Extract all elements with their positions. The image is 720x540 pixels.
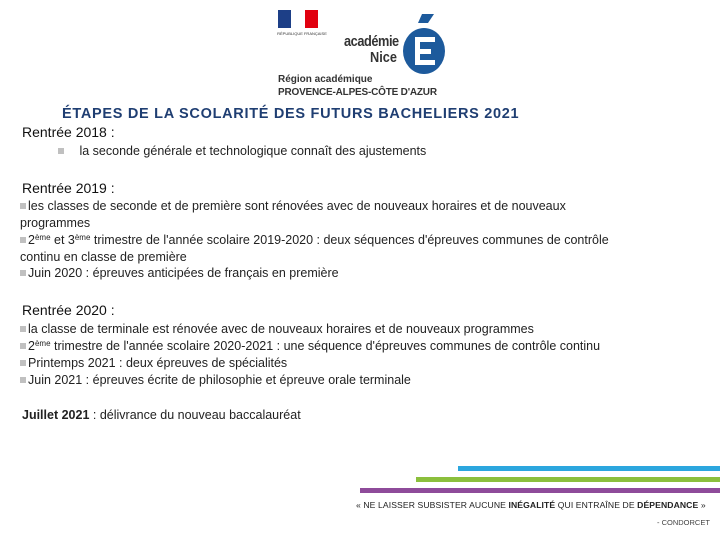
motto-emphasis: INÉGALITÉ	[508, 500, 556, 510]
motto-part: »	[698, 500, 706, 510]
footer-motto	[356, 500, 706, 510]
item-text: les classes de seconde et de première sont rénovées avec de nouveaux horaires et de nouveaux	[28, 199, 566, 213]
item-text: la seconde générale et technologique connaît des ajustements	[79, 144, 427, 158]
item-num: 2	[28, 233, 35, 247]
motto-part: « NE LAISSER SUBSISTER AUCUNE	[356, 500, 509, 510]
bullet-icon	[20, 237, 26, 243]
item-sup: ème	[34, 233, 51, 242]
motto-part: QUI ENTRAÎNE DE	[555, 500, 638, 510]
item-sup: ème	[34, 339, 51, 348]
item-text: la classe de terminale est rénovée avec de nouveaux horaires et de nouveaux programmes	[28, 322, 534, 336]
republique-label: RÉPUBLIQUE FRANÇAISE	[277, 31, 327, 36]
item-text: et 3	[50, 233, 75, 247]
list-item-2020-3	[20, 355, 287, 372]
bar-blue	[458, 466, 720, 471]
bullet-icon	[20, 377, 26, 383]
item-text: Printemps 2021 : deux épreuves de spécialités	[28, 356, 288, 370]
motto-emphasis: DÉPENDANCE	[637, 500, 699, 510]
heading-2019: Rentrée 2019 :	[22, 180, 115, 196]
list-item-2020-4	[20, 372, 411, 389]
list-item-2018-1	[58, 143, 426, 160]
heading-2020: Rentrée 2020 :	[22, 302, 115, 318]
list-item-2020-2	[20, 338, 600, 355]
item-text: Juin 2021 : épreuves écrite de philosophie et épreuve orale terminale	[28, 373, 411, 387]
list-item-2019-2	[20, 232, 609, 249]
page-title: ÉTAPES DE LA SCOLARITÉ DES FUTURS BACHELIERS 2021	[62, 106, 520, 122]
region-line-2: PROVENCE-ALPES-CÔTE D'AZUR	[278, 87, 437, 98]
bullet-icon	[20, 270, 26, 276]
item-num: 2	[28, 339, 35, 353]
region-line-1: Région académique	[278, 74, 373, 85]
footer-author: - CONDORCET	[657, 518, 710, 527]
final-line	[22, 407, 301, 424]
bullet-icon	[20, 203, 26, 209]
list-item-2019-1	[20, 198, 566, 215]
list-item-2019-3	[20, 265, 339, 282]
logo-block	[272, 10, 462, 102]
bullet-icon	[20, 343, 26, 349]
item-text: trimestre de l'année scolaire 2019-2020 : deux séquences d'épreuves communes de contrôle	[90, 233, 609, 247]
academie-city: Nice	[370, 49, 397, 66]
academie-e-logo-icon	[400, 14, 448, 76]
bar-purple	[360, 488, 720, 493]
academie-word: académie	[344, 33, 399, 50]
heading-2018: Rentrée 2018 :	[22, 124, 115, 140]
bullet-icon	[20, 326, 26, 332]
list-item-2020-1	[20, 321, 534, 338]
bullet-icon	[58, 148, 64, 154]
bullet-icon	[20, 360, 26, 366]
final-label: Juillet 2021	[22, 408, 90, 422]
item-text: trimestre de l'année scolaire 2020-2021 : une séquence d'épreuves communes de contrôle continu	[50, 339, 601, 353]
bar-green	[416, 477, 720, 482]
marianne-flag-icon	[278, 10, 318, 28]
final-text: : délivrance du nouveau baccalauréat	[89, 408, 301, 422]
list-item-2019-1-cont: programmes	[20, 216, 91, 230]
item-text: Juin 2020 : épreuves anticipées de français en première	[28, 266, 339, 280]
item-sup: ème	[74, 233, 91, 242]
list-item-2019-2-cont: continu en classe de première	[20, 250, 187, 264]
